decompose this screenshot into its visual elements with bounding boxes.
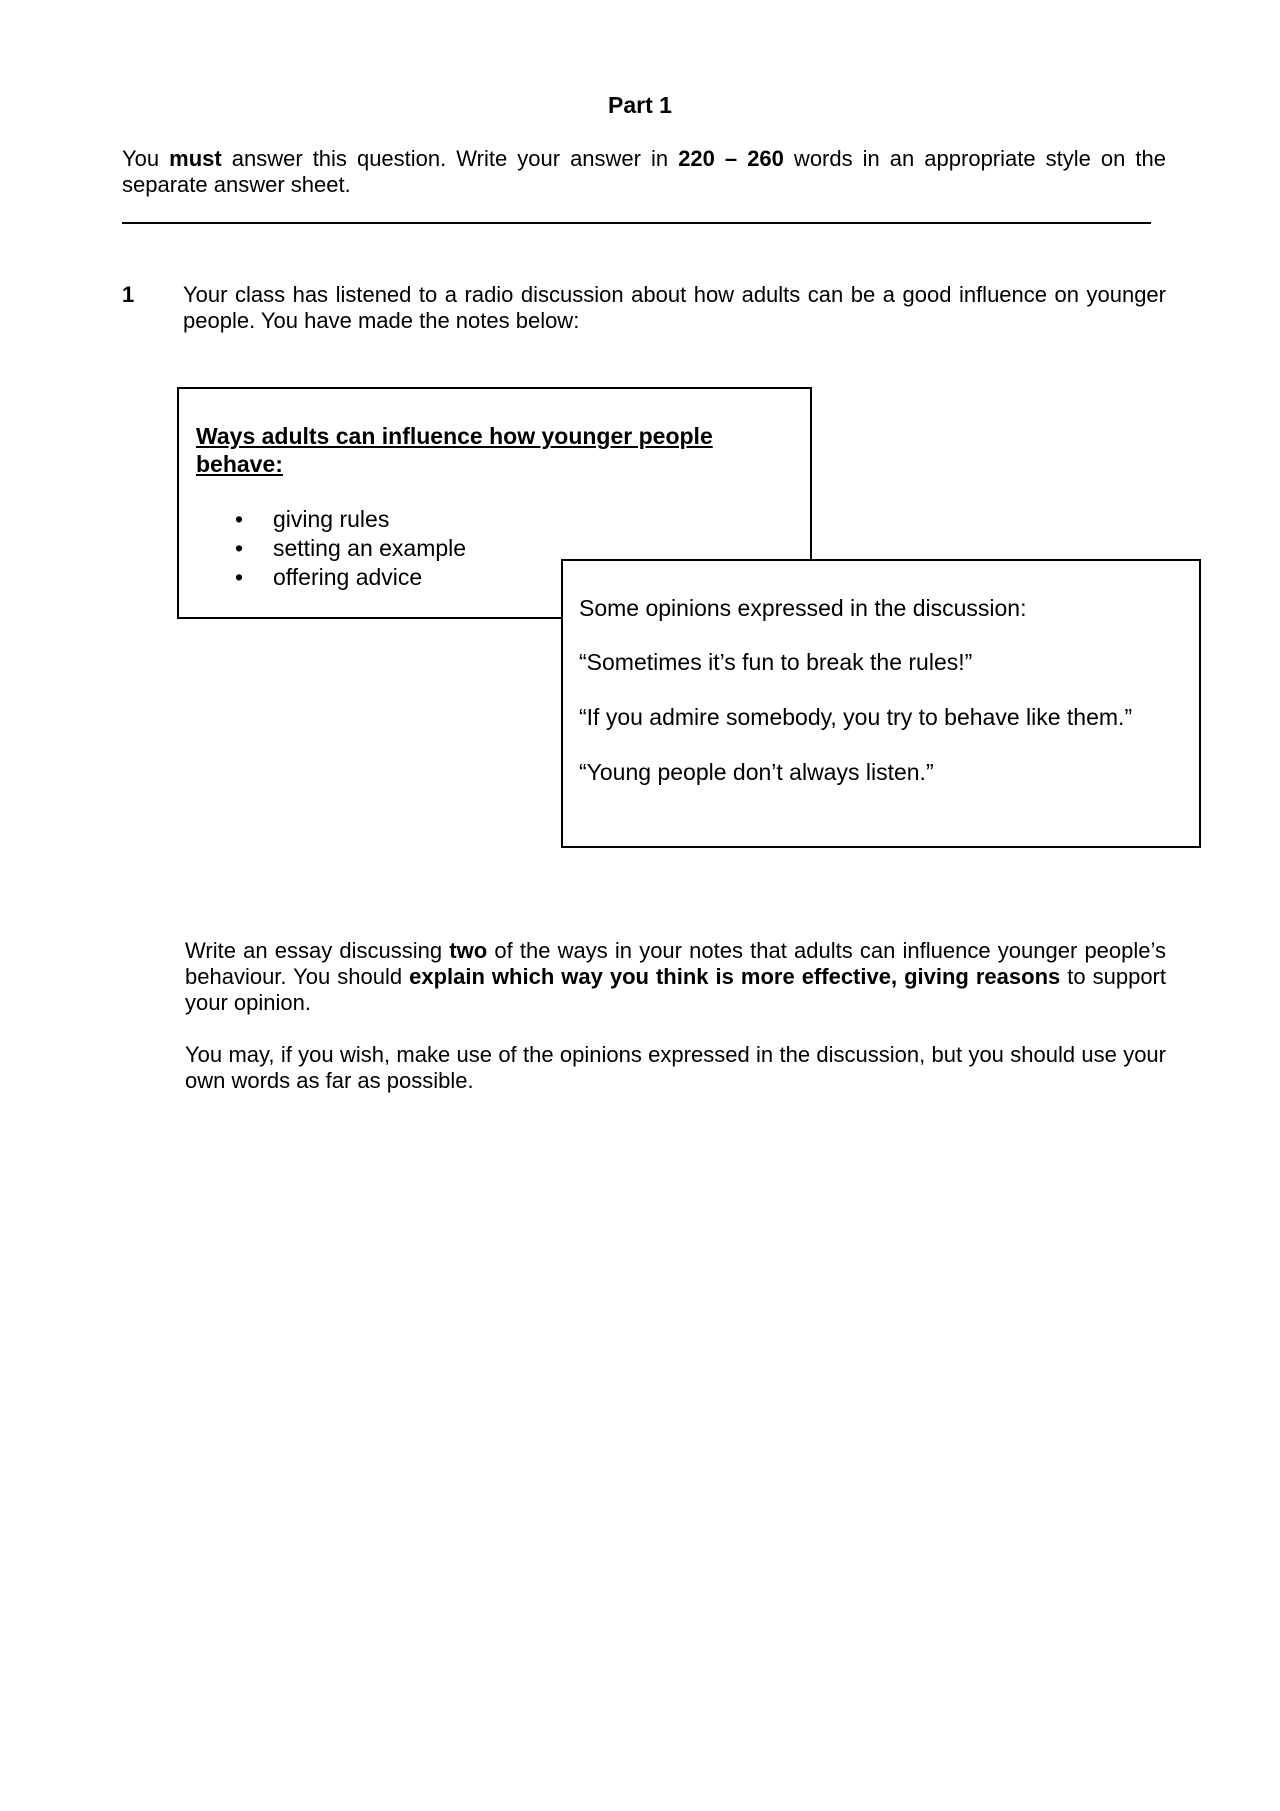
instructions-text: [122, 146, 1166, 198]
instructions-segment: answer this question. Write your answer in: [221, 146, 679, 171]
list-item-text: setting an example: [273, 535, 467, 561]
notes-list: [196, 505, 466, 592]
list-item: [196, 534, 466, 563]
task-segment: to support your opinion.: [185, 964, 1166, 1015]
list-item: [196, 563, 466, 592]
task-segment: of the ways in your notes that adults can influence younger people’s behaviour. You should: [185, 938, 1166, 989]
task-segment: Write an essay discussing: [185, 938, 450, 963]
question-number: 1: [122, 282, 135, 307]
opinions-box: [561, 559, 1201, 848]
opinion-quote: “Sometimes it’s fun to break the rules!”: [579, 649, 973, 675]
task-paragraph: [185, 938, 1166, 1016]
list-item: [196, 505, 466, 534]
opinion-quote: “If you admire somebody, you try to behave like them.”: [579, 704, 1133, 730]
bullet-icon: •: [235, 506, 244, 532]
list-item-text: giving rules: [273, 506, 390, 532]
instructions-segment: You: [122, 146, 170, 171]
instructions-word-count: 220 – 260: [678, 146, 784, 171]
task-emphasis-explain: explain which way you think is more effective, giving reasons: [409, 964, 1061, 989]
bullet-icon: •: [235, 535, 244, 561]
part-title: Part 1: [608, 92, 672, 118]
question-text: Your class has listened to a radio discussion about how adults can be a good influence on younger people. You have made the notes below:: [183, 282, 1166, 333]
list-item-text: offering advice: [273, 564, 423, 590]
task-paragraph-opinions-note: You may, if you wish, make use of the opinions expressed in the discussion, but you should use your own words as far as possible.: [185, 1042, 1166, 1093]
opinion-quote: “Young people don’t always listen.”: [579, 759, 934, 785]
task-emphasis-two: two: [449, 938, 488, 963]
bullet-icon: •: [235, 564, 244, 590]
instructions-segment: words in an appropriate style on the separate answer sheet.: [122, 146, 1166, 197]
notes-heading: Ways adults can influence how younger people behave:: [196, 423, 713, 477]
instructions-emphasis-must: must: [169, 146, 222, 171]
opinions-intro: Some opinions expressed in the discussion:: [579, 595, 1027, 621]
horizontal-rule: [122, 222, 1151, 224]
